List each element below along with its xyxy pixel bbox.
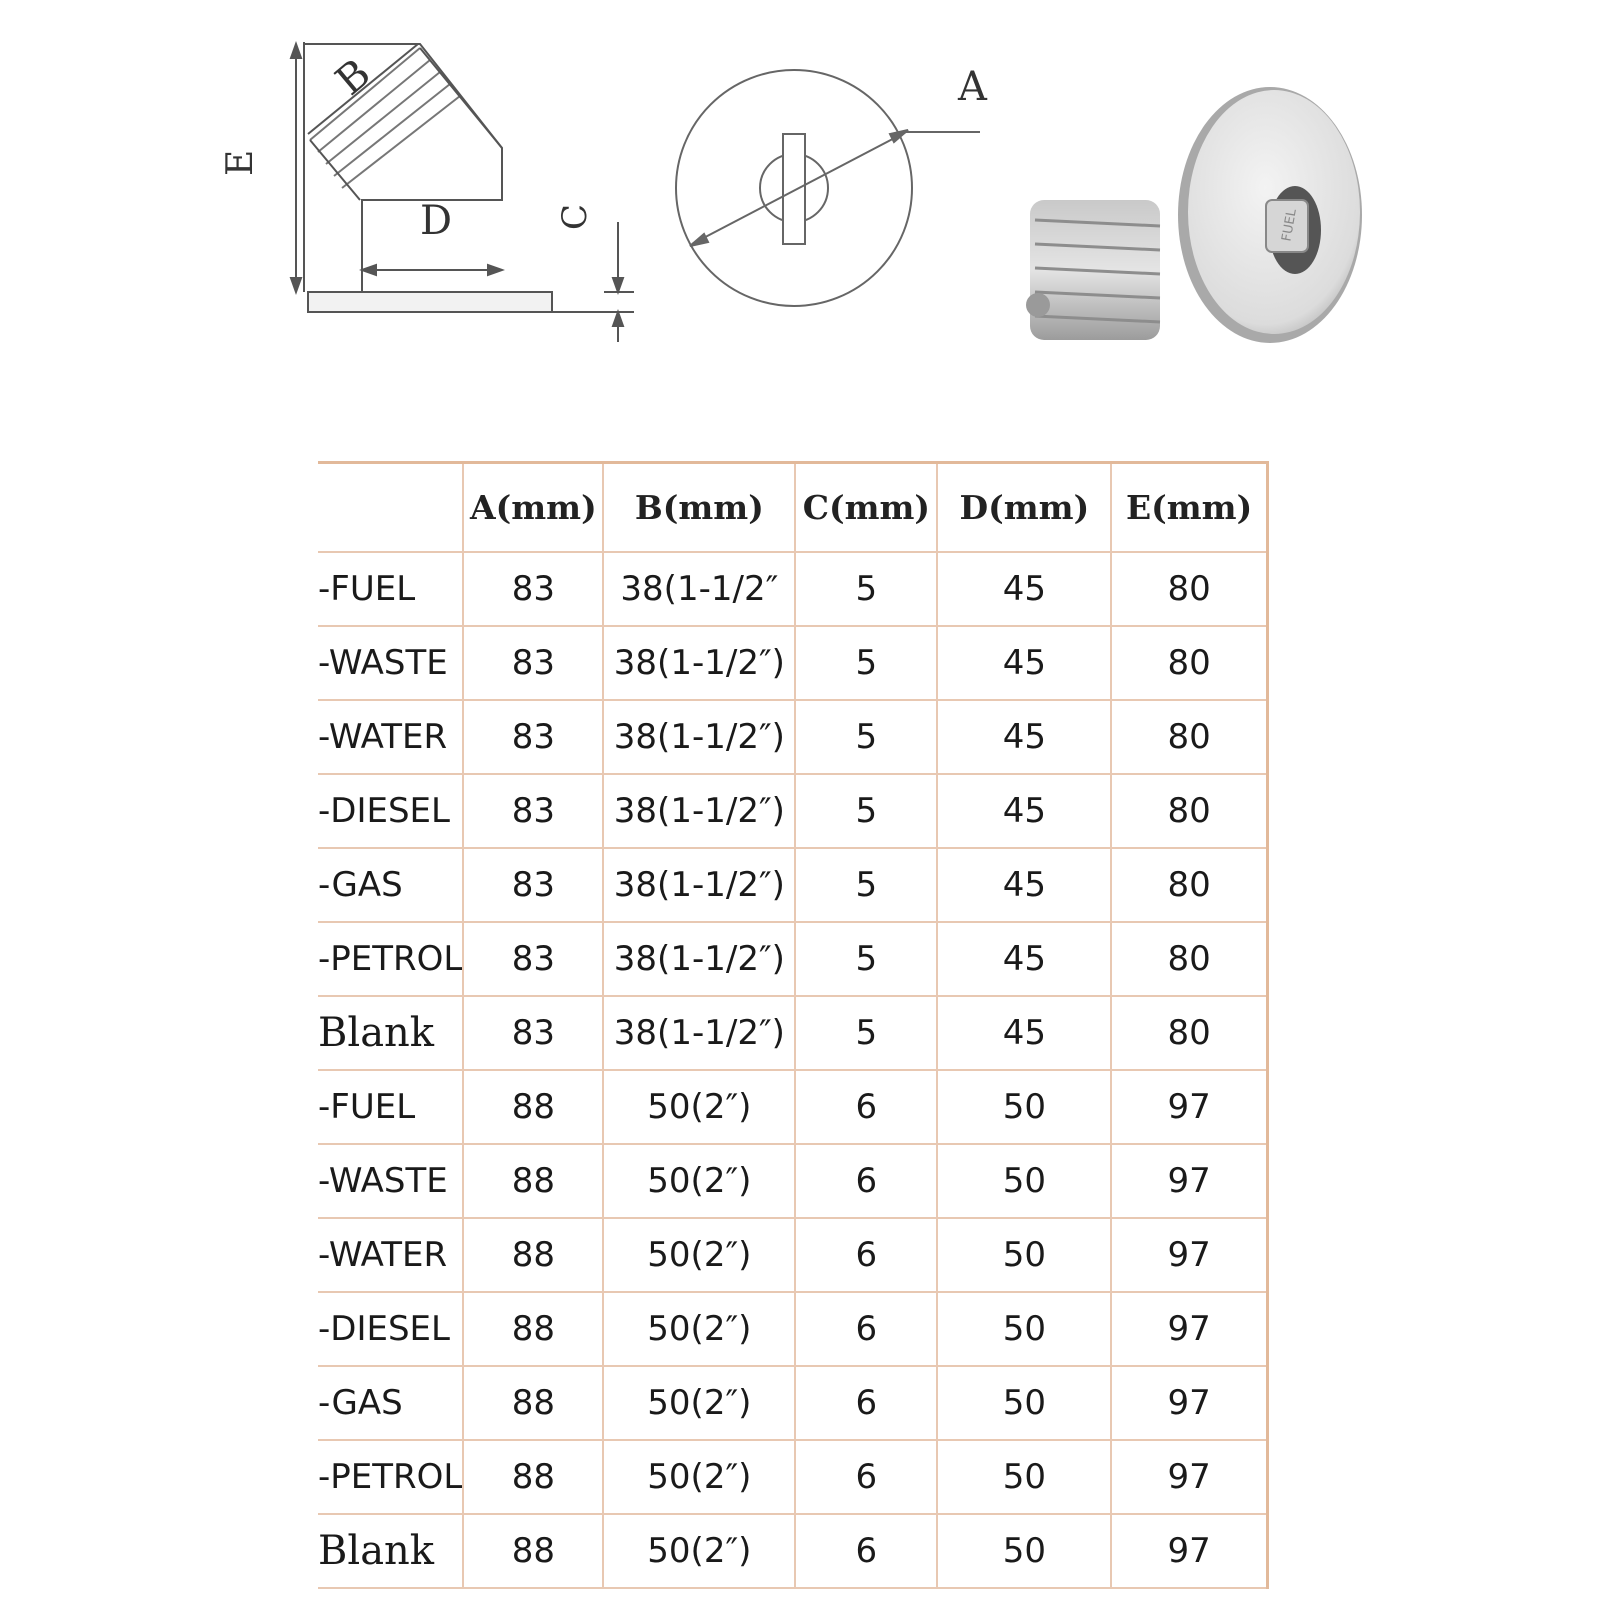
cell-d: 45 — [937, 774, 1111, 848]
row-label: -DIESEL — [318, 1292, 463, 1366]
cell-e: 97 — [1111, 1292, 1267, 1366]
cell-d: 45 — [937, 922, 1111, 996]
cell-e: 97 — [1111, 1144, 1267, 1218]
cell-b: 50(2″) — [603, 1514, 795, 1588]
cell-e: 97 — [1111, 1366, 1267, 1440]
table-row — [318, 1218, 1267, 1292]
table-row — [318, 1070, 1267, 1144]
cell-e: 80 — [1111, 774, 1267, 848]
cap-slot — [783, 134, 805, 244]
cell-c: 5 — [795, 996, 937, 1070]
dim-c-arrow-top — [613, 278, 623, 292]
cell-c: 5 — [795, 922, 937, 996]
cell-e: 80 — [1111, 996, 1267, 1070]
cell-b: 38(1-1/2″) — [603, 626, 795, 700]
cell-a: 83 — [463, 626, 603, 700]
dim-e-arrow-top — [291, 44, 301, 58]
cell-c: 6 — [795, 1292, 937, 1366]
header-d: D(mm) — [937, 463, 1111, 553]
cell-a: 83 — [463, 552, 603, 626]
row-label: -GAS — [318, 848, 463, 922]
cell-c: 5 — [795, 700, 937, 774]
cell-b: 38(1-1/2″) — [603, 922, 795, 996]
row-label: -GAS — [318, 1366, 463, 1440]
cell-c: 6 — [795, 1366, 937, 1440]
header-label — [318, 463, 463, 553]
row-label: -WASTE — [318, 626, 463, 700]
cell-d: 50 — [937, 1440, 1111, 1514]
row-label: -PETROL — [318, 922, 463, 996]
table-row — [318, 552, 1267, 626]
header-b: B(mm) — [603, 463, 795, 553]
table-row — [318, 922, 1267, 996]
row-label: Blank — [318, 996, 463, 1070]
cap-fuel-label: FUEL — [1279, 207, 1300, 243]
cell-a: 83 — [463, 774, 603, 848]
label-d: D — [420, 198, 453, 244]
cell-d: 45 — [937, 848, 1111, 922]
label-b: B — [327, 50, 380, 105]
cell-d: 50 — [937, 1218, 1111, 1292]
dim-c-arrow-bottom — [613, 312, 623, 326]
table-row — [318, 1292, 1267, 1366]
diagram-canvas — [0, 0, 1600, 420]
cell-b: 50(2″) — [603, 1440, 795, 1514]
header-c: C(mm) — [795, 463, 937, 553]
table-row — [318, 1440, 1267, 1514]
cell-c: 6 — [795, 1218, 937, 1292]
cell-e: 97 — [1111, 1070, 1267, 1144]
cell-d: 45 — [937, 552, 1111, 626]
table-row — [318, 626, 1267, 700]
cell-a: 88 — [463, 1070, 603, 1144]
cell-c: 6 — [795, 1514, 937, 1588]
cell-e: 97 — [1111, 1440, 1267, 1514]
screw — [1026, 293, 1050, 317]
dimension-diagrams — [0, 0, 1600, 420]
cell-b: 38(1-1/2″ — [603, 552, 795, 626]
cell-a: 83 — [463, 700, 603, 774]
cell-e: 80 — [1111, 922, 1267, 996]
cell-c: 6 — [795, 1070, 937, 1144]
row-label: -WATER — [318, 1218, 463, 1292]
cell-e: 97 — [1111, 1514, 1267, 1588]
cell-d: 45 — [937, 700, 1111, 774]
cell-b: 50(2″) — [603, 1070, 795, 1144]
cell-c: 6 — [795, 1144, 937, 1218]
cell-d: 45 — [937, 626, 1111, 700]
cell-b: 50(2″) — [603, 1144, 795, 1218]
cell-a: 83 — [463, 922, 603, 996]
cell-b: 38(1-1/2″) — [603, 700, 795, 774]
cell-b: 38(1-1/2″) — [603, 848, 795, 922]
table-row — [318, 848, 1267, 922]
row-label: -PETROL — [318, 1440, 463, 1514]
cell-b: 50(2″) — [603, 1366, 795, 1440]
row-label: -WATER — [318, 700, 463, 774]
table-header-row — [318, 463, 1267, 553]
table-row — [318, 1144, 1267, 1218]
table-row — [318, 1514, 1267, 1588]
row-label: -WASTE — [318, 1144, 463, 1218]
cell-a: 88 — [463, 1218, 603, 1292]
cell-b: 38(1-1/2″) — [603, 774, 795, 848]
cell-a: 83 — [463, 996, 603, 1070]
table-row — [318, 996, 1267, 1070]
cell-e: 80 — [1111, 700, 1267, 774]
cell-a: 88 — [463, 1292, 603, 1366]
label-c: C — [555, 203, 595, 230]
cell-a: 83 — [463, 848, 603, 922]
table-row — [318, 700, 1267, 774]
product-photo — [1026, 87, 1362, 343]
cell-b: 50(2″) — [603, 1292, 795, 1366]
cell-c: 6 — [795, 1440, 937, 1514]
row-label: -FUEL — [318, 1070, 463, 1144]
top-view-diagram — [676, 70, 980, 306]
cell-e: 97 — [1111, 1218, 1267, 1292]
dim-e-arrow-bottom — [291, 278, 301, 292]
dim-a-arrow-left — [690, 234, 708, 246]
cell-a: 88 — [463, 1366, 603, 1440]
cell-c: 5 — [795, 848, 937, 922]
dim-d-arrow-left — [362, 265, 376, 275]
cell-d: 50 — [937, 1292, 1111, 1366]
header-e: E(mm) — [1111, 463, 1267, 553]
cell-d: 50 — [937, 1070, 1111, 1144]
specification-table — [318, 461, 1269, 1589]
cell-e: 80 — [1111, 552, 1267, 626]
dim-a-arrow-right — [890, 130, 908, 142]
cell-e: 80 — [1111, 626, 1267, 700]
label-e: E — [220, 149, 261, 176]
cell-b: 50(2″) — [603, 1218, 795, 1292]
label-a: A — [958, 64, 987, 110]
cell-c: 5 — [795, 774, 937, 848]
row-label: -FUEL — [318, 552, 463, 626]
cell-a: 88 — [463, 1514, 603, 1588]
base-plate — [308, 292, 552, 312]
cell-d: 50 — [937, 1144, 1111, 1218]
cell-d: 45 — [937, 996, 1111, 1070]
cell-d: 50 — [937, 1514, 1111, 1588]
cell-b: 38(1-1/2″) — [603, 996, 795, 1070]
table-row — [318, 774, 1267, 848]
cell-c: 5 — [795, 552, 937, 626]
cell-c: 5 — [795, 626, 937, 700]
row-label: Blank — [318, 1514, 463, 1588]
cell-a: 88 — [463, 1144, 603, 1218]
header-a: A(mm) — [463, 463, 603, 553]
table-row — [318, 1366, 1267, 1440]
cell-e: 80 — [1111, 848, 1267, 922]
row-label: -DIESEL — [318, 774, 463, 848]
dim-d-arrow-right — [488, 265, 502, 275]
cell-d: 50 — [937, 1366, 1111, 1440]
cell-a: 88 — [463, 1440, 603, 1514]
